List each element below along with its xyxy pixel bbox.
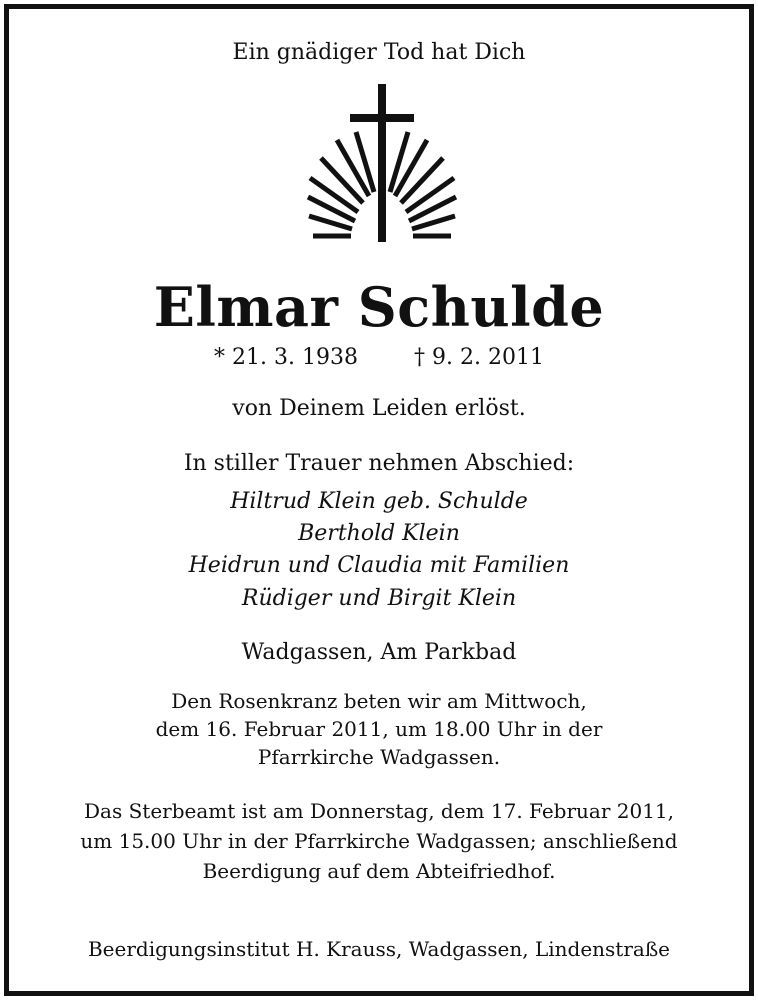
released-text: von Deinem Leiden erlöst. [232, 396, 526, 421]
mourning-intro: In stiller Trauer nehmen Abschied: [183, 451, 575, 476]
intro-text: Ein gnädiger Tod hat Dich [232, 40, 526, 65]
place-text: Wadgassen, Am Parkbad [241, 640, 517, 665]
life-dates [0, 345, 758, 371]
requiem-line: um 15.00 Uhr in der Pfarrkirche Wadgassen; anschließend [80, 829, 678, 853]
deceased-name: Elmar Schulde [153, 275, 605, 339]
mourner-name: Berthold Klein [298, 521, 460, 546]
rosary-line: dem 16. Februar 2011, um 18.00 Uhr in der [155, 717, 603, 741]
mourner-name: Hiltrud Klein geb. Schulde [230, 489, 528, 514]
cross-with-rays-icon [303, 82, 461, 246]
requiem-line: Das Sterbeamt ist am Donnerstag, dem 17. Februar 2011, [84, 799, 674, 823]
mourner-name: Rüdiger und Birgit Klein [241, 586, 517, 611]
rosary-line: Pfarrkirche Wadgassen. [257, 745, 501, 769]
rosary-line: Den Rosenkranz beten wir am Mittwoch, [171, 689, 587, 713]
requiem-line: Beerdigung auf dem Abteifriedhof. [202, 859, 556, 883]
birth-date: * 21. 3. 1938 [214, 345, 358, 370]
death-date: † 9. 2. 2011 [414, 345, 544, 370]
mourner-name: Heidrun und Claudia mit Familien [188, 553, 570, 578]
undertaker-text: Beerdigungsinstitut H. Krauss, Wadgassen, Lindenstraße [87, 937, 671, 961]
